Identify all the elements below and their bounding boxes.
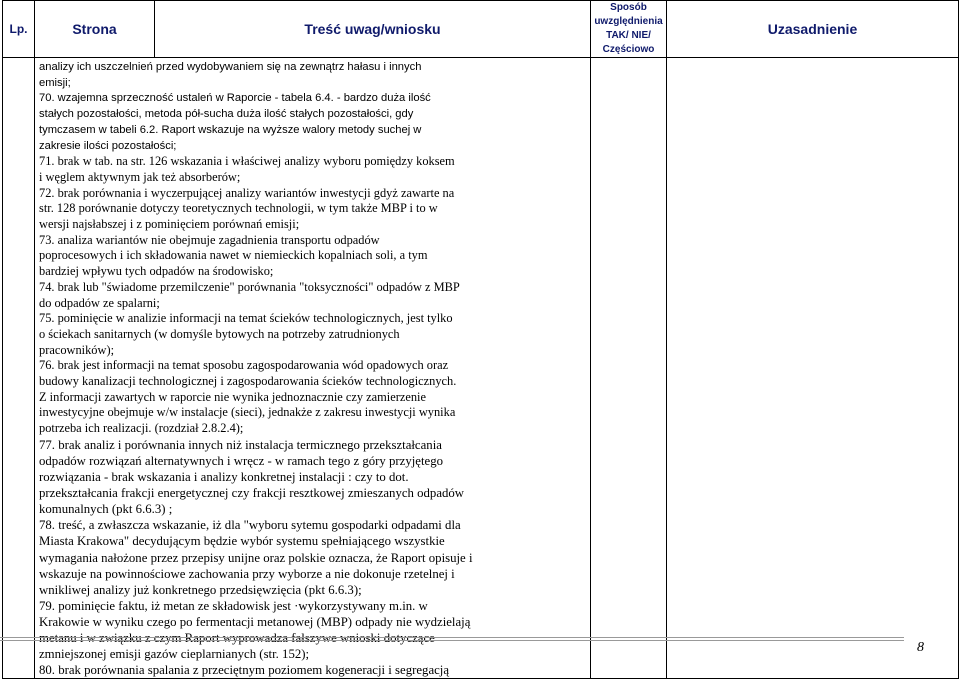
comment-line: str. 128 porównanie dotyczy teoretycznych technologii, w tym także MBP i to w — [39, 201, 438, 216]
comment-line: zakresie ilości pozostałości; — [39, 139, 177, 152]
comment-line: 72. brak porównania i wyczerpującej analizy wariantów inwestycji gdyż zawarte na — [39, 185, 455, 200]
comments-table — [2, 0, 959, 679]
comment-line: potrzeba ich realizacji. (rozdział 2.8.2.4); — [39, 421, 244, 436]
comment-line: 70. wzajemna sprzeczność ustaleń w Raporcie - tabela 6.4. - bardzo duża ilość — [39, 92, 431, 105]
comment-line: odpadów rozwiązań alternatywnych i wręcz - w ramach tego z góry przyjętego — [39, 453, 443, 468]
comment-line: metanu i w związku z czym Raport wyprowadza fałszywe wnioski dotyczące — [39, 631, 435, 645]
comment-line: 76. brak jest informacji na temat sposobu zagospodarowania wód opadowych oraz — [39, 358, 449, 373]
comment-line: 74. brak lub "świadome przemilczenie" porównania "toksyczności" odpadów z MBP — [39, 279, 460, 294]
comment-line: Z informacji zawartych w raporcie nie wynika jednoznacznie czy zamierzenie — [39, 389, 427, 404]
cell-sposob — [591, 58, 667, 679]
comment-line: wnikliwej analizy już konkretnego przedsięwzięcia (pkt 6.6.3); — [39, 582, 362, 597]
footer-divider — [0, 637, 904, 638]
header-sposob-line2: uwzględnienia — [594, 16, 663, 27]
header-sposob — [591, 1, 667, 58]
header-tresc: Treść uwag/wniosku — [155, 1, 591, 58]
comment-line: 77. brak analiz i porównania innych niż instalacja termicznego przekształcania — [39, 437, 442, 452]
comment-line: komunalnych (pkt 6.6.3) ; — [39, 502, 173, 517]
comment-line: o ściekach sanitarnych (w domyśle bytowych na potrzeby zatrudnionych — [39, 326, 400, 341]
comment-line: wskazuje na powinnościowe zachowania przy wyborze a nie dokonuje rzetelnej i — [39, 566, 455, 581]
comment-line: inwestycyjne obejmuje w/w instalacje (sieci), jednakże z zakresu inwestycji wynika — [39, 405, 456, 420]
comment-line: emisji; — [39, 76, 71, 89]
comment-line: analizy ich uszczelnień przed wydobywaniem się na zewnątrz hałasu i innych — [39, 61, 422, 73]
table-header-row — [3, 1, 959, 58]
comment-line: pracowników); — [39, 342, 115, 357]
header-sposob-line4: Częściowo — [602, 44, 655, 55]
comment-line: 71. brak w tab. na str. 126 wskazania i właściwej analizy wyboru pomiędzy koksem — [39, 154, 455, 169]
comment-line: Miasta Krakowa" decydującym będzie wybór systemu spełniającego wszystkie — [39, 534, 445, 549]
comment-line: 80. brak porównania spalania z przeciętnym poziomem kogeneracji i segregacją — [39, 663, 450, 678]
page-number: 8 — [917, 640, 924, 655]
comment-line: 79. pominięcie faktu, iż metan ze składowisk jest ·wykorzystywany m.in. w — [39, 598, 428, 613]
header-sposob-line3: TAK/ NIE/ — [606, 30, 651, 41]
comment-line: budowy kanalizacji technologicznej i zagospodarowania ścieków technologicznych. — [39, 374, 457, 389]
comment-line: 78. treść, a zwłaszcza wskazanie, iż dla "wyboru sytemu gospodarki odpadami dla — [39, 518, 461, 533]
comment-line: wersji najsłabszej i z pominięciem porównań emisji; — [39, 217, 300, 232]
comment-line: rozwiązania - brak wskazania i analizy konkretnej instalacji : czy to dot. — [39, 470, 409, 485]
header-uzasadnienie: Uzasadnienie — [667, 1, 959, 58]
cell-content — [35, 58, 591, 679]
header-lp: Lp. — [3, 1, 35, 58]
comment-line: zmniejszonej emisji gazów cieplarnianych (str. 152); — [39, 647, 310, 662]
comment-line: stałych pozostałości, metoda pół-sucha duża ilość stałych pozostałości, gdy — [39, 108, 414, 121]
table-row — [3, 58, 959, 679]
comment-line: Krakowie w wyniku czego po fermentacji metanowej (MBP) odpady nie wydzielają — [39, 614, 471, 629]
cell-uzasadnienie — [667, 58, 959, 679]
comment-line: przekształcania frakcji energetycznej czy frakcji resztkowej zmieszanych odpadów — [39, 486, 465, 501]
comment-line: wymagania nałożone przez przepisy unijne oraz polskie oznacza, że Raport opisuje i — [39, 550, 473, 565]
header-sposob-line1: Sposób — [610, 2, 647, 13]
comment-line: i węglem aktywnym jak też absorberów; — [39, 169, 241, 184]
header-strona: Strona — [35, 1, 155, 58]
comment-text — [35, 58, 590, 678]
comment-line: poprocesowych i ich składowania nawet w niemieckich kopalniach soli, a tym — [39, 248, 428, 263]
comment-line: tymczasem w tabeli 6.2. Raport wskazuje na wyższe walory metody suchej w — [39, 123, 422, 136]
comment-line: do odpadów ze spalarni; — [39, 295, 160, 310]
cell-lp — [3, 58, 35, 679]
comment-line: 75. pominięcie w analizie informacji na temat ścieków technologicznych, jest tylko — [39, 311, 453, 326]
footer-divider-secondary — [0, 640, 904, 641]
comments-table-page — [2, 0, 958, 678]
comment-line: bardziej wpływu tych odpadów na środowisko; — [39, 264, 274, 279]
comment-line: 73. analiza wariantów nie obejmuje zagadnienia transportu odpadów — [39, 232, 380, 247]
